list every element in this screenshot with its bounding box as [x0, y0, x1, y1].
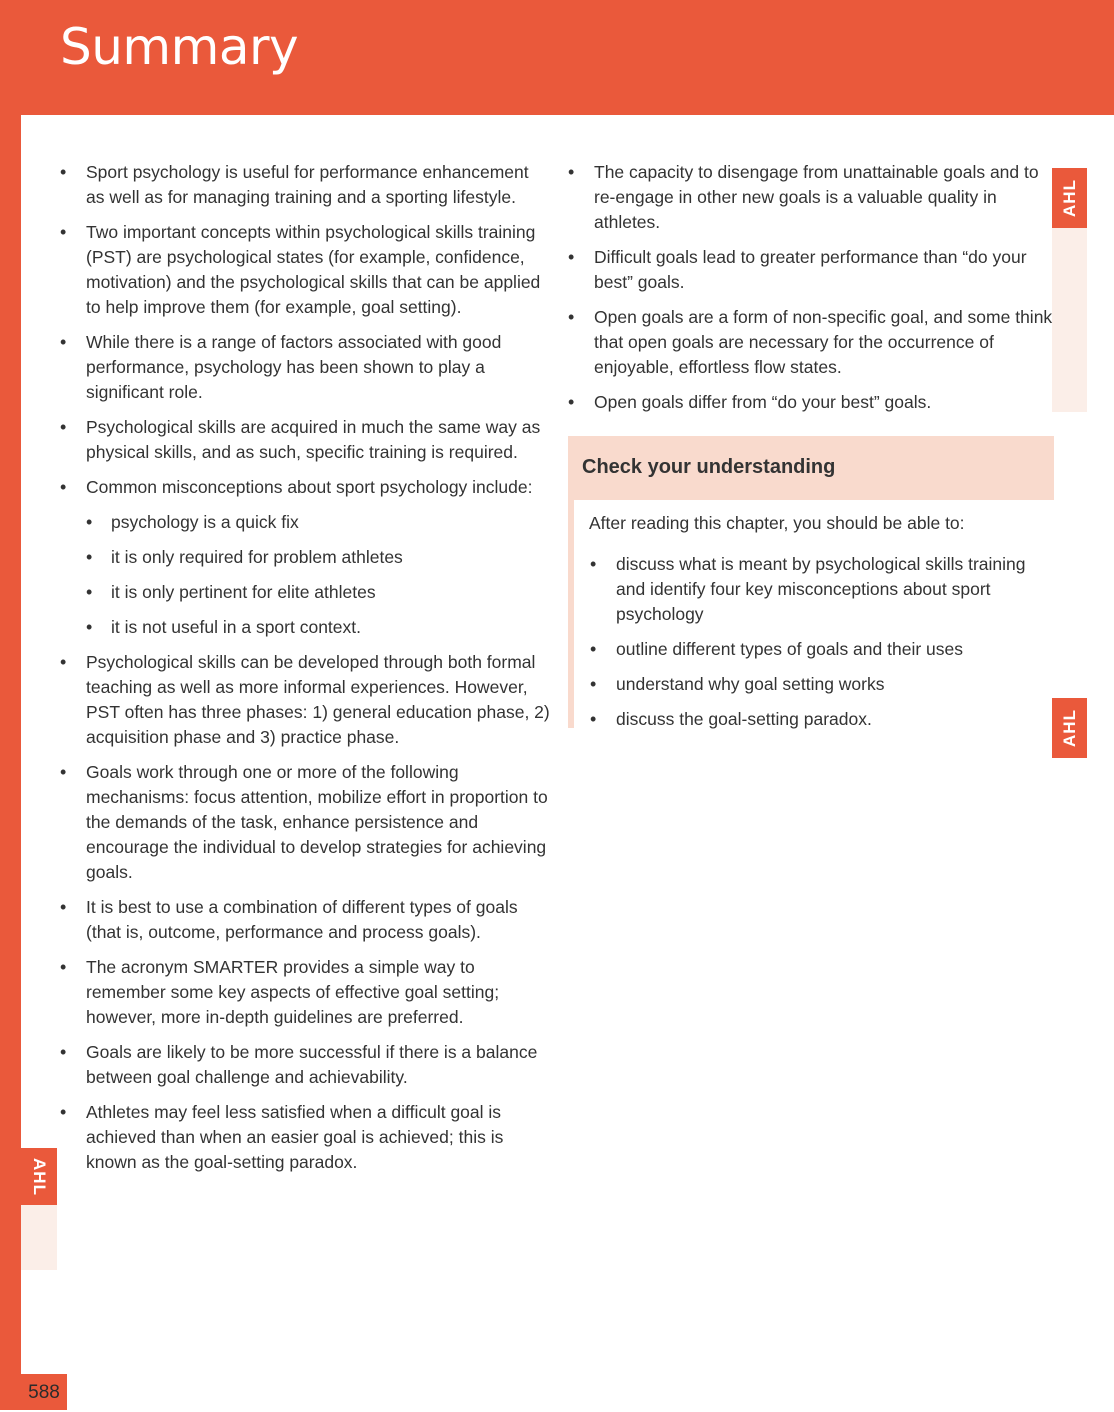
list-item: • outline different types of goals and their uses	[590, 637, 1050, 662]
check-understanding-list	[590, 552, 1050, 732]
summary-list-left	[60, 160, 550, 1175]
misconceptions-list	[86, 510, 550, 640]
list-item: • It is best to use a combination of different types of goals (that is, outcome, performance and process goals).	[60, 895, 550, 945]
page-header	[0, 0, 1114, 115]
ahl-tab-top	[1052, 168, 1087, 228]
list-item: • discuss what is meant by psychological skills training and identify four key misconceptions about sport psychology	[590, 552, 1050, 627]
page-number: 588	[28, 1382, 60, 1403]
list-item: • discuss the goal-setting paradox.	[590, 707, 1050, 732]
list-item: • The acronym SMARTER provides a simple way to remember some key aspects of effective goal setting; however, more in-depth guidelines are preferred.	[60, 955, 550, 1030]
list-item: • understand why goal setting works	[590, 672, 1050, 697]
ahl-tab-left-label: AHL	[30, 1157, 50, 1196]
list-item: • Open goals differ from “do your best” goals.	[568, 390, 1054, 415]
list-item: • Common misconceptions about sport psychology include: • psychology is a quick fix • it is only required for problem athletes • it is only pertinent for elite athletes • it is not useful in a sport context.	[60, 475, 550, 640]
sub-list-item: • it is not useful in a sport context.	[86, 615, 550, 640]
sub-list-item: • it is only pertinent for elite athletes	[86, 580, 550, 605]
list-item: • Two important concepts within psychological skills training (PST) are psychological states (for example, confidence, motivation) and the psychological skills that can be applied to help improve them (for example, goal setting).	[60, 220, 550, 320]
list-item: • Athletes may feel less satisfied when a difficult goal is achieved than when an easier goal is achieved; this is known as the goal-setting paradox.	[60, 1100, 550, 1175]
ahl-tab-middle-label: AHL	[1059, 709, 1079, 747]
list-item: • Sport psychology is useful for performance enhancement as well as for managing training and a sporting lifestyle.	[60, 160, 550, 210]
page-number-box	[21, 1374, 67, 1410]
ahl-tab-top-label: AHL	[1059, 179, 1079, 217]
list-item: • Psychological skills are acquired in much the same way as physical skills, and as such, specific training is required.	[60, 415, 550, 465]
check-understanding-header	[568, 436, 1054, 500]
page-title: Summary	[60, 18, 299, 76]
ahl-tab-middle	[1052, 698, 1087, 758]
list-item: • Psychological skills can be developed through both formal teaching as well as more informal experiences. However, PST often has three phases: 1) general education phase, 2) acquisition phase and 3) practice phase.	[60, 650, 550, 750]
list-item: • While there is a range of factors associated with good performance, psychology has been shown to play a significant role.	[60, 330, 550, 405]
list-item: • Difficult goals lead to greater performance than “do your best” goals.	[568, 245, 1054, 295]
list-item: • Open goals are a form of non-specific goal, and some think that open goals are necessary for the occurrence of enjoyable, effortless flow states.	[568, 305, 1054, 380]
ahl-tab-pale-left	[21, 1205, 57, 1270]
ahl-tab-left	[21, 1148, 57, 1205]
check-understanding-intro: After reading this chapter, you should be able to:	[589, 513, 965, 533]
sub-list-item: • psychology is a quick fix	[86, 510, 550, 535]
left-accent-strip	[0, 115, 21, 1410]
list-item: • The capacity to disengage from unattainable goals and to re-engage in other new goals is a valuable quality in athletes.	[568, 160, 1054, 235]
left-column	[60, 160, 550, 1185]
check-understanding-side-bar	[568, 500, 574, 728]
ahl-tab-pale-top	[1052, 228, 1087, 412]
summary-list-right	[568, 160, 1054, 415]
list-item: • Goals work through one or more of the following mechanisms: focus attention, mobilize effort in proportion to the demands of the task, enhance persistence and encourage the individual to develop strategies for achieving goals.	[60, 760, 550, 885]
right-column	[568, 160, 1054, 425]
list-item: • Goals are likely to be more successful if there is a balance between goal challenge and achievability.	[60, 1040, 550, 1090]
check-understanding-title: Check your understanding	[582, 456, 836, 478]
sub-list-item: • it is only required for problem athletes	[86, 545, 550, 570]
check-understanding-box	[568, 436, 1054, 728]
